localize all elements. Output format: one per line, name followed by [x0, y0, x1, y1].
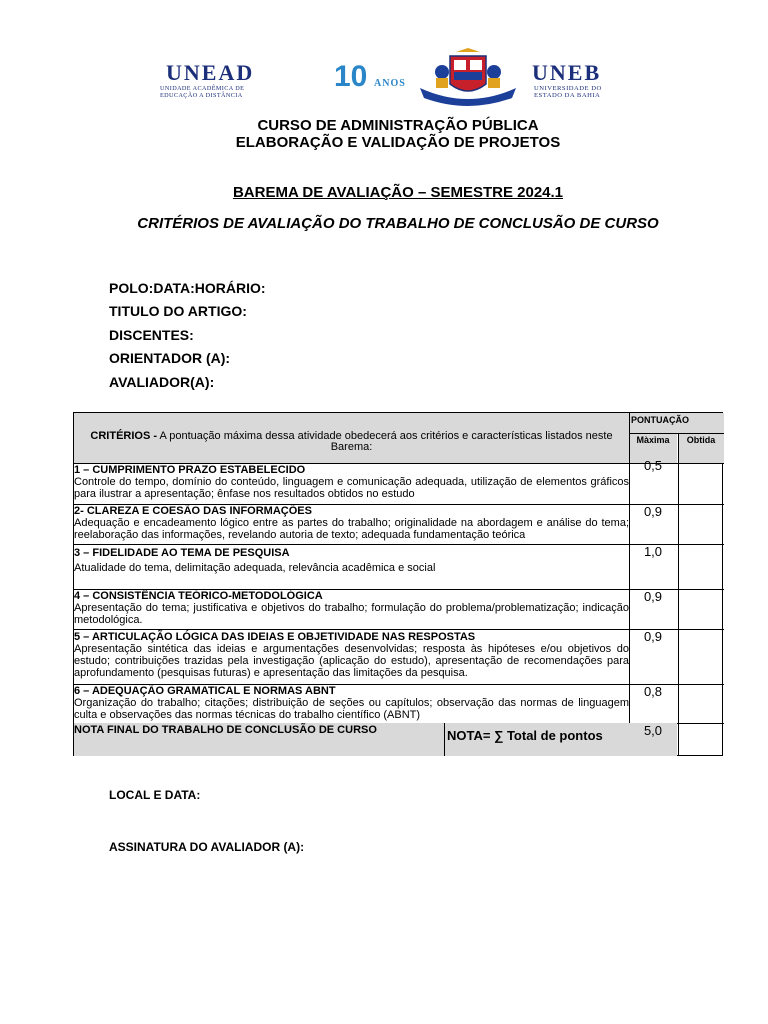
field-titulo-artigo: TITULO DO ARTIGO:	[109, 303, 247, 320]
criterion-max-score: 0,9	[643, 504, 663, 519]
local-data-label: LOCAL E DATA:	[109, 788, 201, 802]
criterion-description: Adequação e encadeamento lógico entre as partes do trabalho; originalidade na abordagem e análise do tema; reelaboração das informações, revelando autoria de texto; adequada fundamentação teórica	[74, 517, 629, 541]
obtida-header: Obtida	[678, 433, 724, 463]
criterion-title: 5 – ARTICULAÇÃO LÓGICA DAS IDEIAS E OBJETIVIDADE NAS RESPOSTAS	[74, 631, 476, 643]
criterion-title: 6 – ADEQUAÇÃO GRAMATICAL E NORMAS ABNT	[74, 685, 336, 697]
field-avaliador: AVALIADOR(A):	[109, 373, 215, 390]
ten-years-number: 10	[334, 60, 368, 93]
unead-logo-line2: EDUCAÇÃO A DISTÂNCIA	[160, 92, 243, 99]
unead-logo-subtitle	[160, 85, 320, 99]
criterion-description: Apresentação sintética das ideias e argumentações desenvolvidas; resposta às hipóteses e/ou objetivos do estudo; contribuições trazidas pela investigação (aplicação do estudo), apresentação de recomendações para aprofundamento (pesquisas futuras) e apresentação das limitações da pesquisa.	[74, 643, 629, 679]
criterion-max-score: 0,5	[643, 458, 663, 473]
criterion-description: Apresentação do tema; justificativa e objetivos do trabalho; formulação do problema/problematização; indicação metodológica.	[74, 602, 629, 626]
unead-logo	[158, 60, 318, 100]
criterion-max-score: 1,0	[643, 544, 663, 559]
final-grade-formula: NOTA= ∑ Total de pontos	[445, 723, 629, 756]
final-grade-label: NOTA FINAL DO TRABALHO DE CONCLUSÃO DE CURSO	[74, 723, 444, 756]
criterion-title: 3 – FIDELIDADE AO TEMA DE PESQUISA	[74, 547, 290, 559]
field-polo-data-horario: POLO:DATA:HORÁRIO:	[109, 280, 266, 296]
course-heading	[0, 117, 768, 151]
ten-years-logo	[326, 54, 408, 100]
criterion-row-5	[74, 631, 629, 684]
logo-row	[158, 54, 658, 104]
criterion-description: Atualidade do tema, delimitação adequada, relevância acadêmica e social	[74, 562, 436, 574]
criteria-header-label: CRITÉRIOS -	[90, 430, 158, 442]
criterion-max-score: 0,9	[643, 629, 663, 644]
criteria-header	[74, 413, 629, 463]
info-fields	[109, 278, 266, 395]
signature-label: ASSINATURA DO AVALIADOR (A):	[109, 840, 305, 854]
criterion-title: 1 – CUMPRIMENTO PRAZO ESTABELECIDO	[74, 464, 306, 476]
discipline-title: ELABORAÇÃO E VALIDAÇÃO DE PROJETOS	[235, 134, 561, 151]
table-divider	[629, 433, 724, 434]
unead-logo-line1: UNIDADE ACADÊMICA DE	[160, 85, 245, 92]
uneb-crest-icon	[416, 48, 520, 106]
criteria-header-note: A pontuação máxima dessa atividade obedecerá aos critérios e características listados neste Barema:	[159, 430, 613, 453]
criterion-row-4	[74, 590, 629, 629]
criterion-row-3	[74, 547, 629, 589]
barema-title: BAREMA DE AVALIAÇÃO – SEMESTRE 2024.1	[232, 184, 564, 201]
uneb-logo-line2: ESTADO DA BAHIA	[534, 92, 601, 99]
criterion-title: 2- CLAREZA E COESÃO DAS INFORMAÇÕES	[74, 505, 312, 517]
criterion-max-score: 0,9	[643, 589, 663, 604]
pontuacao-header: PONTUAÇÃO	[629, 413, 724, 433]
criterion-description: Organização do trabalho; citações; distribuição de seções ou capítulos; observação das normas de linguagem culta e observações das normas técnicas do trabalho científico (ABNT)	[74, 697, 629, 721]
criteria-table	[73, 412, 723, 756]
criterion-row-2	[74, 505, 629, 544]
uneb-logo-subtitle	[534, 85, 660, 99]
uneb-logo	[532, 60, 658, 100]
criterion-title: 4 – CONSISTÊNCIA TEÓRICO-METODOLÓGICA	[74, 590, 323, 602]
criteria-title: CRITÉRIOS DE AVALIAÇÃO DO TRABALHO DE CONCLUSÃO DE CURSO	[137, 215, 659, 232]
table-divider	[74, 544, 724, 545]
criterion-max-score: 0,8	[643, 684, 663, 699]
criterion-description: Controle do tempo, domínio do conteúdo, linguagem e comunicação adequada, utilização de elementos gráficos para ilustrar a apresentação; ênfase nos resultados obtidos no estudo	[74, 476, 629, 500]
table-divider	[74, 629, 724, 630]
unead-logo-name: UNEAD	[166, 60, 255, 85]
field-discentes: DISCENTES:	[109, 326, 194, 343]
maxima-header: Màxima	[629, 433, 677, 463]
uneb-logo-name: UNEB	[532, 60, 602, 85]
criterion-row-6	[74, 685, 629, 723]
final-grade-max: 5,0	[629, 723, 677, 756]
uneb-logo-line1: UNIVERSIDADE DO	[534, 85, 602, 92]
table-divider	[678, 433, 679, 756]
course-title: CURSO DE ADMINISTRAÇÃO PÚBLICA	[257, 117, 539, 134]
criterion-row-1	[74, 464, 629, 504]
field-orientador: ORIENTADOR (A):	[109, 350, 231, 367]
ten-years-text: ANOS	[374, 78, 406, 89]
